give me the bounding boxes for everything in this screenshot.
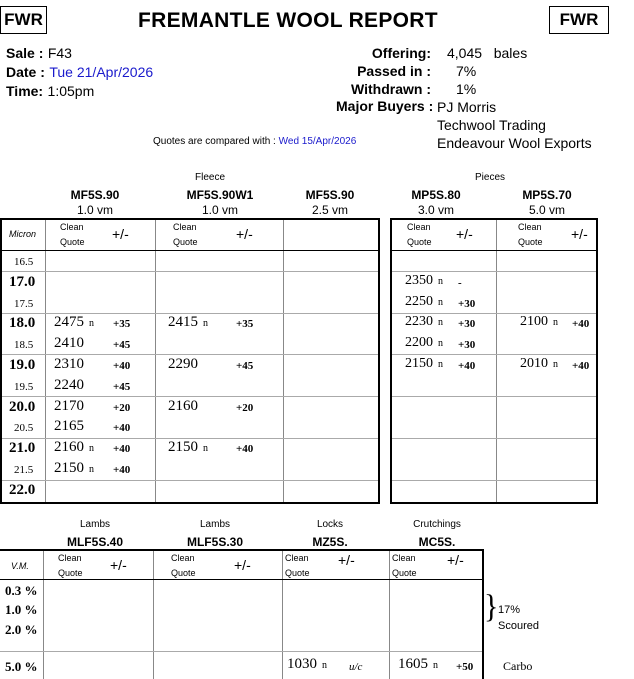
micron-row: 21.0 bbox=[9, 440, 36, 457]
passed-label: Passed in : bbox=[357, 63, 431, 79]
fleece-col1-quote: 2475 n bbox=[54, 314, 94, 331]
time-label: Time: bbox=[6, 83, 44, 99]
crutchings-clean-quote: Clean Quote bbox=[392, 553, 417, 578]
fleece-col1-change: +40 bbox=[113, 422, 131, 435]
lambs1-plusminus: +/- bbox=[110, 557, 127, 573]
lambs1-group-label: Lambs bbox=[79, 519, 110, 530]
withdrawn-value: 1% bbox=[456, 81, 477, 97]
offering-values bbox=[447, 44, 527, 98]
pieces-col2-change: +40 bbox=[572, 318, 590, 331]
compare-label: Quotes are compared with : bbox=[153, 136, 276, 147]
fleece-col1-quote: 2165 bbox=[54, 418, 84, 435]
pieces-col2-vm: 5.0 vm bbox=[528, 203, 565, 217]
micron-row: 20.0 bbox=[9, 398, 36, 415]
pieces-col1-quote: 2200 n bbox=[405, 335, 443, 351]
pieces-col1-quote: 2230 n bbox=[405, 314, 443, 330]
fleece-col2-quote: 2290 bbox=[168, 356, 198, 372]
pieces-col2-quote: 2100 n bbox=[520, 314, 558, 330]
fleece-col1-change: +40 bbox=[113, 443, 131, 456]
micron-row: 18.0 bbox=[9, 315, 36, 332]
micron-row: 19.0 bbox=[9, 357, 36, 373]
offering-value: 4,045 bbox=[447, 45, 483, 61]
pieces-col1-change: +40 bbox=[458, 360, 476, 372]
fleece-col1-code: MF5S.90 bbox=[70, 188, 120, 202]
withdrawn-label: Withdrawn : bbox=[351, 81, 431, 97]
vm-row-2-0: 2.0 % bbox=[5, 622, 38, 637]
crutchings-change: +50 bbox=[456, 661, 474, 673]
fleece-col2-plusminus: +/- bbox=[236, 226, 253, 242]
crutchings-code: MC5S. bbox=[418, 535, 456, 549]
micron-row: 17.0 bbox=[9, 273, 36, 290]
fleece-col1-plusminus: +/- bbox=[112, 226, 129, 242]
fwr-logo-left: FWR bbox=[0, 6, 47, 34]
pieces-col2-clean-quote: Clean Quote bbox=[518, 222, 543, 247]
micron-row: 21.5 bbox=[14, 464, 34, 476]
fleece-col2-change: +35 bbox=[236, 318, 254, 331]
pieces-col1-vm: 3.0 vm bbox=[417, 203, 454, 217]
scoured-brace: } bbox=[484, 588, 499, 625]
pieces-table bbox=[390, 218, 598, 504]
buyer-2: Techwool Trading bbox=[437, 117, 546, 133]
vm-row-5-0: 5.0 % bbox=[5, 659, 38, 674]
lambs2-code: MLF5S.30 bbox=[186, 535, 243, 549]
vm-row-1-0: 1.0 % bbox=[5, 602, 38, 617]
offering-unit: bales bbox=[493, 45, 528, 61]
locks-group-label: Locks bbox=[316, 519, 344, 530]
fleece-col1-clean-quote: Clean Quote bbox=[60, 222, 85, 247]
compare-date: Wed 15/Apr/2026 bbox=[278, 136, 357, 147]
sale-value: F43 bbox=[47, 45, 72, 61]
locks-change: u/c bbox=[349, 661, 363, 673]
pieces-col2-plusminus: +/- bbox=[571, 226, 588, 242]
scoured-label: Scoured bbox=[498, 620, 539, 632]
sale-info bbox=[6, 44, 153, 101]
pieces-col1-change: +30 bbox=[458, 297, 476, 310]
micron-row: 22.0 bbox=[9, 481, 36, 498]
fleece-col1-quote: 2170 bbox=[54, 397, 84, 414]
fleece-group-label: Fleece bbox=[194, 172, 225, 183]
fleece-col3-vm: 2.5 vm bbox=[311, 203, 348, 217]
pieces-col1-change: +30 bbox=[458, 339, 476, 352]
fleece-col1-change: +35 bbox=[113, 318, 131, 331]
pieces-col1-quote: 2250 n bbox=[405, 293, 443, 309]
pieces-col2-quote: 2010 n bbox=[520, 356, 558, 371]
pieces-col1-change: - bbox=[458, 276, 462, 289]
buyer-3: Endeavour Wool Exports bbox=[437, 135, 592, 151]
fleece-table bbox=[0, 218, 380, 504]
sale-label: Sale : bbox=[6, 45, 44, 61]
pieces-col1-plusminus: +/- bbox=[456, 226, 473, 242]
locks-clean-quote: Clean Quote bbox=[285, 553, 310, 578]
fleece-col2-vm: 1.0 vm bbox=[201, 203, 238, 217]
fleece-col1-quote: 2160 n bbox=[54, 439, 94, 456]
pieces-col2-change: +40 bbox=[572, 360, 590, 372]
fleece-col1-quote: 2240 bbox=[54, 376, 84, 393]
passed-value: 7% bbox=[456, 63, 477, 79]
offering-label: Offering: bbox=[371, 45, 431, 61]
vm-header: V.M. bbox=[11, 561, 29, 571]
locks-code: MZ5S. bbox=[312, 535, 348, 549]
micron-row: 17.5 bbox=[14, 297, 34, 310]
lambs2-clean-quote: Clean Quote bbox=[171, 553, 196, 578]
fwr-logo-right: FWR bbox=[549, 6, 609, 34]
time-value: 1:05pm bbox=[47, 83, 95, 99]
fleece-col1-quote: 2150 n bbox=[54, 460, 94, 476]
pieces-col1-change: +30 bbox=[458, 318, 476, 331]
fleece-col2-clean-quote: Clean Quote bbox=[173, 222, 198, 247]
fleece-col1-change: +40 bbox=[113, 360, 131, 372]
scoured-note bbox=[498, 602, 539, 634]
micron-row: 18.5 bbox=[14, 339, 34, 352]
lambs1-code: MLF5S.40 bbox=[66, 535, 123, 549]
fleece-col1-change: +45 bbox=[113, 339, 131, 352]
date-value: Tue 21/Apr/2026 bbox=[49, 64, 154, 80]
fleece-col2-change: +40 bbox=[236, 443, 254, 456]
fleece-col1-change: +45 bbox=[113, 380, 131, 393]
scoured-pct: 17% bbox=[498, 604, 521, 616]
fleece-col1-quote: 2410 bbox=[54, 335, 84, 352]
offering-labels bbox=[300, 44, 431, 98]
crutchings-group-label: Crutchings bbox=[413, 519, 461, 530]
micron-row: 19.5 bbox=[14, 380, 34, 393]
carbo-label: Carbo bbox=[503, 659, 533, 673]
fleece-col3-code: MF5S.90 bbox=[305, 188, 355, 202]
page-title: FREMANTLE WOOL REPORT bbox=[138, 9, 438, 32]
pieces-col2-code: MP5S.70 bbox=[522, 188, 572, 202]
pieces-col1-code: MP5S.80 bbox=[411, 188, 461, 202]
buyers-label: Major Buyers : bbox=[336, 98, 434, 114]
fleece-col2-code: MF5S.90W1 bbox=[186, 188, 254, 202]
date-label: Date : bbox=[6, 64, 45, 80]
fleece-col1-change: +20 bbox=[113, 401, 131, 414]
vm-row-0-3: 0.3 % bbox=[5, 583, 38, 598]
locks-plusminus: +/- bbox=[338, 552, 355, 568]
pieces-col1-quote: 2350 n bbox=[405, 272, 443, 288]
micron-header: Micron bbox=[9, 229, 37, 239]
crutchings-quote: 1605 n bbox=[398, 656, 438, 672]
fleece-col1-change: +40 bbox=[113, 464, 131, 476]
lambs1-clean-quote: Clean Quote bbox=[58, 553, 83, 578]
buyer-1: PJ Morris bbox=[437, 99, 497, 115]
fleece-col2-change: +45 bbox=[236, 360, 254, 372]
compare-note bbox=[153, 136, 356, 147]
pieces-col1-clean-quote: Clean Quote bbox=[407, 222, 432, 247]
buyers-list bbox=[437, 98, 592, 152]
crutchings-plusminus: +/- bbox=[447, 552, 464, 568]
micron-row: 16.5 bbox=[14, 256, 34, 268]
lambs2-plusminus: +/- bbox=[234, 557, 251, 573]
fleece-col1-quote: 2310 bbox=[54, 356, 84, 372]
lambs2-group-label: Lambs bbox=[199, 519, 230, 530]
vm-table bbox=[0, 549, 484, 679]
fleece-col2-quote: 2415 n bbox=[168, 314, 208, 331]
locks-quote: 1030 n bbox=[287, 656, 327, 672]
pieces-col1-quote: 2150 n bbox=[405, 356, 443, 371]
fleece-col2-quote: 2160 bbox=[168, 397, 198, 414]
fleece-col1-vm: 1.0 vm bbox=[76, 203, 113, 217]
pieces-group-label: Pieces bbox=[474, 172, 505, 183]
fleece-col2-quote: 2150 n bbox=[168, 439, 208, 456]
fleece-col2-change: +20 bbox=[236, 401, 254, 414]
micron-row: 20.5 bbox=[14, 422, 34, 435]
